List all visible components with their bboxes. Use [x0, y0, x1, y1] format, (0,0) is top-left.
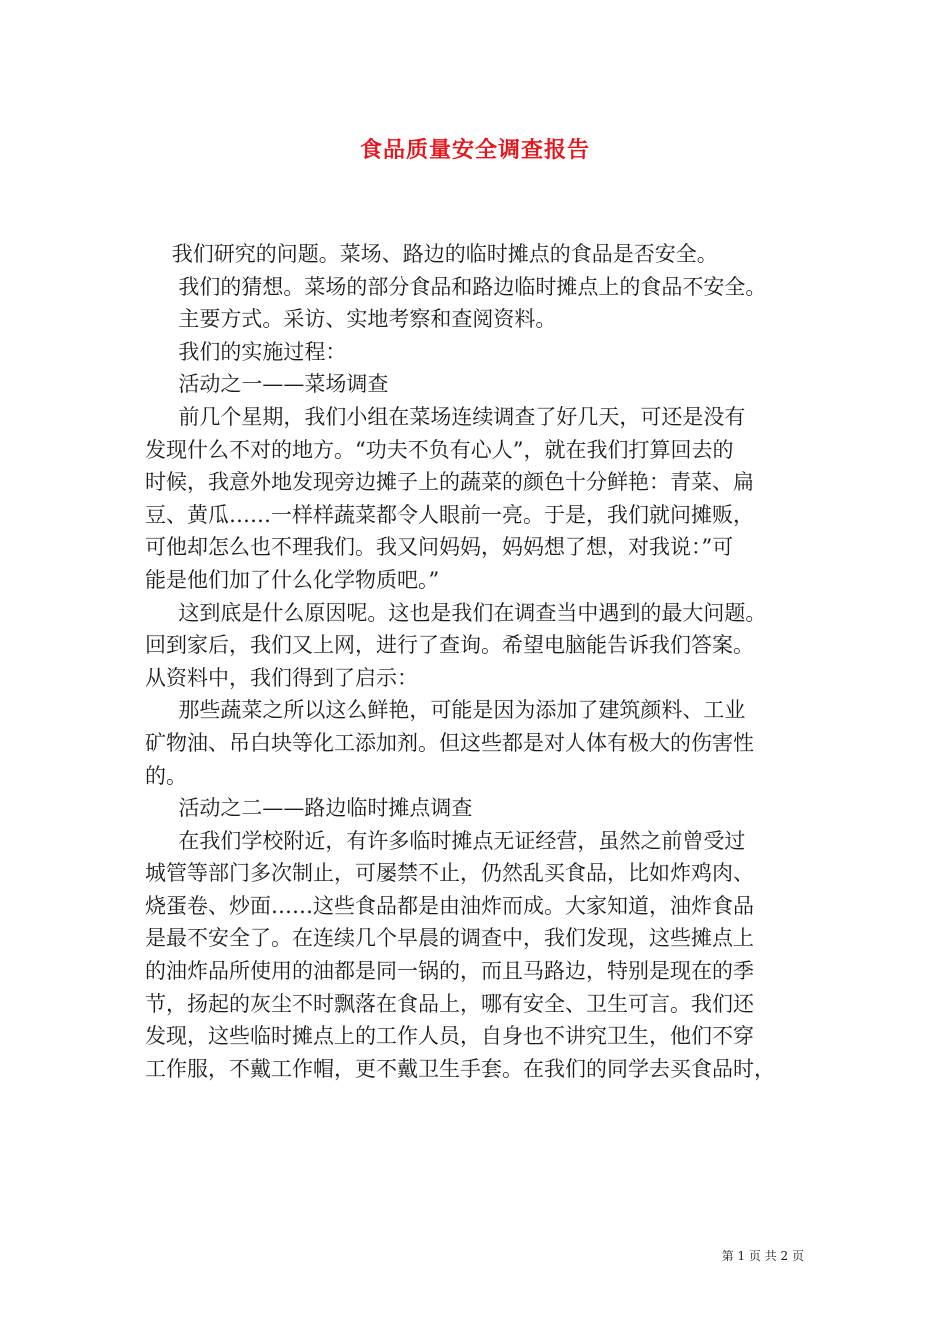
body-line: 我们的猜想。菜场的部分食品和路边临时摊点上的食品不安全。	[145, 274, 767, 299]
body-line: 回到家后，我们又上网，进行了查询。希望电脑能告诉我们答案。	[145, 633, 754, 658]
body-line: 可他却怎么也不理我们。我又问妈妈，妈妈想了想，对我说：”可	[145, 535, 734, 560]
body-line: 活动之二——路边临时摊点调查	[145, 796, 473, 821]
body-line: 是最不安全了。在连续几个早晨的调查中，我们发现，这些摊点上	[145, 926, 754, 951]
body-line: 的。	[145, 763, 187, 788]
body-line: 的油炸品所使用的油都是同一锅的，而且马路边，特别是现在的季	[145, 959, 754, 984]
body-line: 发现什么不对的地方。“功夫不负有心人”，就在我们打算回去的	[145, 437, 734, 462]
body-line: 发现，这些临时摊点上的工作人员，自身也不讲究卫生，他们不穿	[145, 1024, 754, 1049]
body-line: 在我们学校附近，有许多临时摊点无证经营，虽然之前曾受过	[145, 828, 746, 853]
body-line: 我们的实施过程：	[145, 339, 347, 364]
document-body	[145, 238, 825, 1085]
body-line: 我们研究的问题。菜场、路边的临时摊点的食品是否安全。	[145, 242, 718, 266]
body-line: 时候，我意外地发现旁边摊子上的蔬菜的颜色十分鲜艳：青菜、扁	[145, 470, 754, 495]
page-number-footer: 第 1 页 共 2 页	[721, 1249, 804, 1263]
body-line: 那些蔬菜之所以这么鲜艳，可能是因为添加了建筑颜料、工业	[145, 698, 746, 723]
body-line: 能是他们加了什么化学物质吧。”	[145, 567, 440, 592]
body-line: 活动之一——菜场调查	[145, 372, 389, 397]
document-title: 食品质量安全调查报告	[359, 137, 590, 163]
body-line: 工作服，不戴工作帽，更不戴卫生手套。在我们的同学去买食品时，	[145, 1056, 775, 1081]
body-line: 烧蛋卷、炒面……这些食品都是由油炸而成。大家知道，油炸食品	[145, 893, 754, 918]
body-line: 城管等部门多次制止，可屡禁不止，仍然乱买食品，比如炸鸡肉、	[145, 861, 754, 886]
body-line: 从资料中，我们得到了启示：	[145, 665, 418, 690]
body-line: 豆、黄瓜……一样样蔬菜都令人眼前一亮。于是，我们就问摊贩，	[145, 502, 754, 527]
body-line: 前几个星期，我们小组在菜场连续调查了好几天，可还是没有	[145, 404, 746, 429]
body-line: 这到底是什么原因呢。这也是我们在调查当中遇到的最大问题。	[145, 600, 767, 625]
body-line: 节，扬起的灰尘不时飘落在食品上，哪有安全、卫生可言。我们还	[145, 991, 754, 1016]
body-line: 主要方式。采访、实地考察和查阅资料。	[145, 307, 557, 332]
body-line: 矿物油、吊白块等化工添加剂。但这些都是对人体有极大的伤害性	[145, 730, 754, 755]
